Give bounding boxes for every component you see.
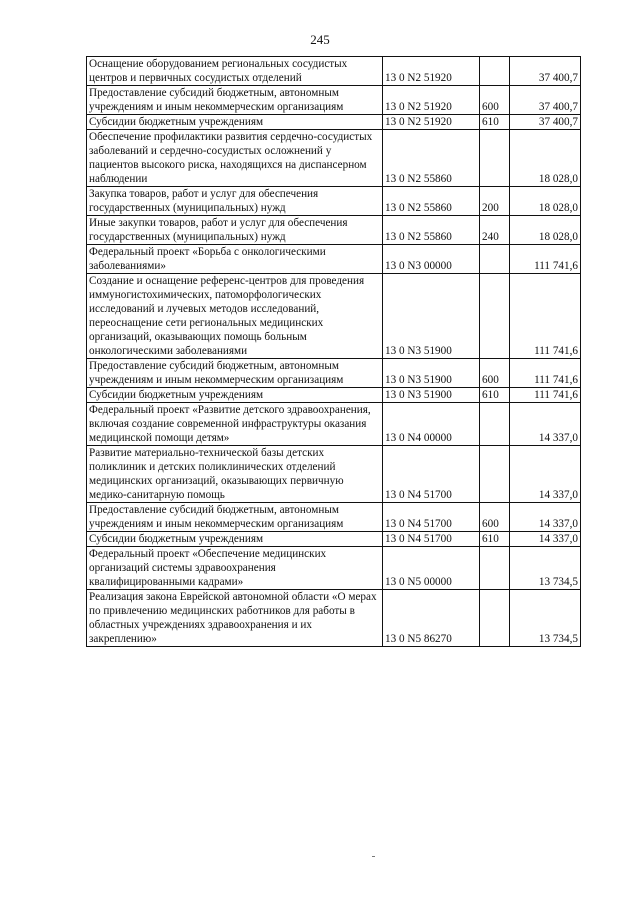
table-row — [87, 590, 581, 647]
row-expense-type-cell — [480, 590, 510, 647]
row-amount-cell: 18 028,0 — [510, 216, 581, 245]
table-row — [87, 57, 581, 86]
row-name-cell: Субсидии бюджетным учреждениям — [87, 388, 383, 403]
row-amount-cell: 111 741,6 — [510, 274, 581, 359]
row-amount-cell: 13 734,5 — [510, 590, 581, 647]
row-amount-cell: 111 741,6 — [510, 359, 581, 388]
row-amount-cell: 14 337,0 — [510, 403, 581, 446]
row-expense-type-cell: 610 — [480, 115, 510, 130]
row-name-cell: Создание и оснащение референс-центров для проведения иммуногистохимических, патоморфологических исследований и лучевых методов исследований, переоснащение сети региональных медицинских организаций, оказывающих помощь больным онкологическими заболеваниями — [87, 274, 383, 359]
row-code-cell: 13 0 N2 55860 — [383, 216, 480, 245]
row-amount-cell: 14 337,0 — [510, 503, 581, 532]
table-row — [87, 532, 581, 547]
table-row — [87, 403, 581, 446]
table-row — [87, 130, 581, 187]
row-code-cell: 13 0 N3 51900 — [383, 388, 480, 403]
row-expense-type-cell: 240 — [480, 216, 510, 245]
row-expense-type-cell — [480, 245, 510, 274]
row-code-cell: 13 0 N2 51920 — [383, 86, 480, 115]
row-amount-cell: 37 400,7 — [510, 86, 581, 115]
table-row — [87, 274, 581, 359]
table-row — [87, 115, 581, 130]
row-code-cell: 13 0 N2 51920 — [383, 115, 480, 130]
row-name-cell: Предоставление субсидий бюджетным, автономным учреждениям и иным некоммерческим организациям — [87, 359, 383, 388]
row-code-cell: 13 0 N4 51700 — [383, 503, 480, 532]
row-expense-type-cell — [480, 274, 510, 359]
row-amount-cell: 14 337,0 — [510, 446, 581, 503]
row-expense-type-cell — [480, 446, 510, 503]
row-name-cell: Закупка товаров, работ и услуг для обеспечения государственных (муниципальных) нужд — [87, 187, 383, 216]
row-code-cell: 13 0 N4 51700 — [383, 532, 480, 547]
row-code-cell: 13 0 N3 00000 — [383, 245, 480, 274]
row-name-cell: Иные закупки товаров, работ и услуг для обеспечения государственных (муниципальных) нужд — [87, 216, 383, 245]
table-row — [87, 187, 581, 216]
row-code-cell: 13 0 N2 55860 — [383, 130, 480, 187]
row-expense-type-cell: 200 — [480, 187, 510, 216]
row-name-cell: Реализация закона Еврейской автономной области «О мерах по привлечению медицинских работников для работы в областных учреждениях здравоохранения и их закреплению» — [87, 590, 383, 647]
row-name-cell: Федеральный проект «Обеспечение медицинских организаций системы здравоохранения квалифицированными кадрами» — [87, 547, 383, 590]
row-amount-cell: 18 028,0 — [510, 130, 581, 187]
row-amount-cell: 18 028,0 — [510, 187, 581, 216]
row-name-cell: Федеральный проект «Развитие детского здравоохранения, включая создание современной инфраструктуры оказания медицинской помощи детям» — [87, 403, 383, 446]
row-code-cell: 13 0 N5 86270 — [383, 590, 480, 647]
row-expense-type-cell — [480, 403, 510, 446]
table-row — [87, 86, 581, 115]
row-expense-type-cell — [480, 130, 510, 187]
table-row — [87, 446, 581, 503]
row-expense-type-cell: 610 — [480, 532, 510, 547]
row-code-cell: 13 0 N4 51700 — [383, 446, 480, 503]
table-row — [87, 547, 581, 590]
row-amount-cell: 111 741,6 — [510, 245, 581, 274]
page-number: 245 — [310, 32, 330, 47]
row-code-cell: 13 0 N3 51900 — [383, 359, 480, 388]
row-amount-cell: 14 337,0 — [510, 532, 581, 547]
table-row — [87, 359, 581, 388]
row-expense-type-cell: 600 — [480, 503, 510, 532]
row-name-cell: Субсидии бюджетным учреждениям — [87, 532, 383, 547]
row-amount-cell: 37 400,7 — [510, 57, 581, 86]
table-row — [87, 503, 581, 532]
row-code-cell: 13 0 N3 51900 — [383, 274, 480, 359]
scan-dot — [372, 856, 375, 857]
row-expense-type-cell: 600 — [480, 86, 510, 115]
row-name-cell: Оснащение оборудованием региональных сосудистых центров и первичных сосудистых отделений — [87, 57, 383, 86]
row-expense-type-cell: 610 — [480, 388, 510, 403]
row-expense-type-cell — [480, 57, 510, 86]
row-name-cell: Развитие материально-технической базы детских поликлиник и детских поликлинических отделений медицинских организаций, оказывающих первичную медико-санитарную помощь — [87, 446, 383, 503]
row-code-cell: 13 0 N2 55860 — [383, 187, 480, 216]
row-name-cell: Обеспечение профилактики развития сердечно-сосудистых заболеваний и сердечно-сосудистых осложнений у пациентов высокого риска, находящихся на диспансерном наблюдении — [87, 130, 383, 187]
row-expense-type-cell: 600 — [480, 359, 510, 388]
row-expense-type-cell — [480, 547, 510, 590]
row-code-cell: 13 0 N4 00000 — [383, 403, 480, 446]
table-row — [87, 388, 581, 403]
row-name-cell: Субсидии бюджетным учреждениям — [87, 115, 383, 130]
row-code-cell: 13 0 N5 00000 — [383, 547, 480, 590]
row-name-cell: Предоставление субсидий бюджетным, автономным учреждениям и иным некоммерческим организациям — [87, 503, 383, 532]
row-amount-cell: 13 734,5 — [510, 547, 581, 590]
row-name-cell: Федеральный проект «Борьба с онкологическими заболеваниями» — [87, 245, 383, 274]
row-code-cell: 13 0 N2 51920 — [383, 57, 480, 86]
table-row — [87, 216, 581, 245]
row-name-cell: Предоставление субсидий бюджетным, автономным учреждениям и иным некоммерческим организациям — [87, 86, 383, 115]
row-amount-cell: 111 741,6 — [510, 388, 581, 403]
row-amount-cell: 37 400,7 — [510, 115, 581, 130]
budget-table-body — [87, 57, 581, 647]
table-row — [87, 245, 581, 274]
budget-table — [86, 56, 581, 647]
